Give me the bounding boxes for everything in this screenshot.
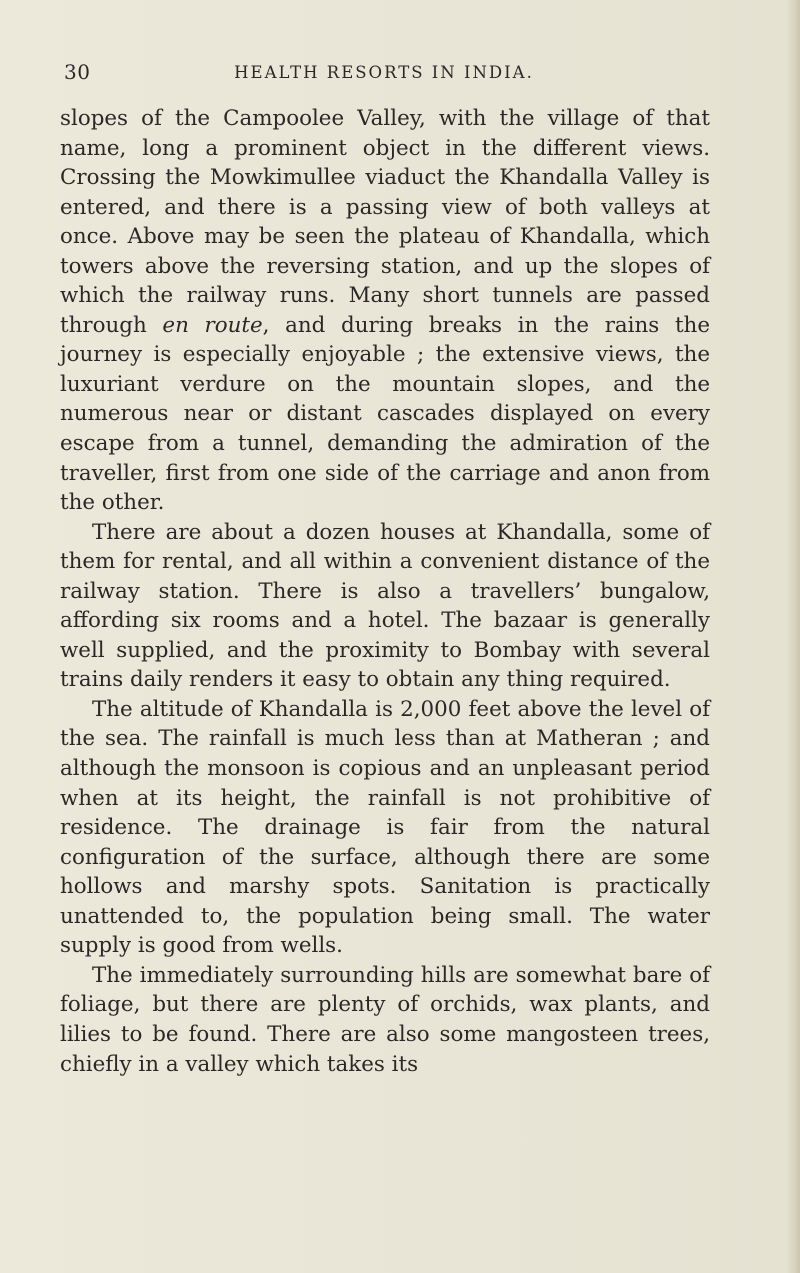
paragraph-1-text-b: , and during breaks in the rains the journey is especially enjoyable ; the extensive views, the luxuriant verdure on the mountain slopes, and the numerous near or distant cascades displayed on every escape from a tunnel, demanding the admiration of the traveller, first from one side of the carriage and anon from the other. — [60, 312, 710, 516]
body-text — [60, 104, 710, 1079]
paragraph-2: There are about a dozen houses at Khandalla, some of them for rental, and all within a convenient distance of the railway station. There is also a travellers’ bungalow, affording six rooms and a hotel. The bazaar is generally well supplied, and the proximity to Bombay with several trains daily renders it easy to obtain any thing required. — [60, 519, 710, 693]
paragraph-3: The altitude of Khandalla is 2,000 feet above the level of the sea. The rainfall is much less than at Matheran ; and although the monsoon is copious and an unpleasant period when at its height, the rainfall is not prohibitive of residence. The drainage is fair from the natural configuration of the surface, although there are some hollows and marshy spots. Sanitation is practically unattended to, the population being small. The water supply is good from wells. — [60, 696, 710, 959]
paragraph-1-text-a: slopes of the Campoolee Valley, with the village of that name, long a prominent object in the different views. Crossing the Mowkimullee viaduct the Khandalla Valley is entered, and there is a passing view of both valleys at once. Above may be seen the plateau of Khandalla, which towers above the reversing station, and up the slopes of which the railway runs. Many short tunnels are passed through — [60, 106, 710, 338]
paragraph-1-italic: en route — [162, 312, 263, 338]
paragraph-1 — [60, 104, 710, 518]
page-header — [64, 60, 704, 90]
running-head: HEALTH RESORTS IN INDIA. — [234, 63, 534, 82]
paragraph-4: The immediately surrounding hills are somewhat bare of foliage, but there are plenty of orchids, wax plants, and lilies to be found. There are also some mangosteen trees, chiefly in a valley which takes its — [60, 962, 710, 1077]
page-edge-shadow — [786, 0, 800, 1273]
page-number: 30 — [64, 60, 91, 84]
